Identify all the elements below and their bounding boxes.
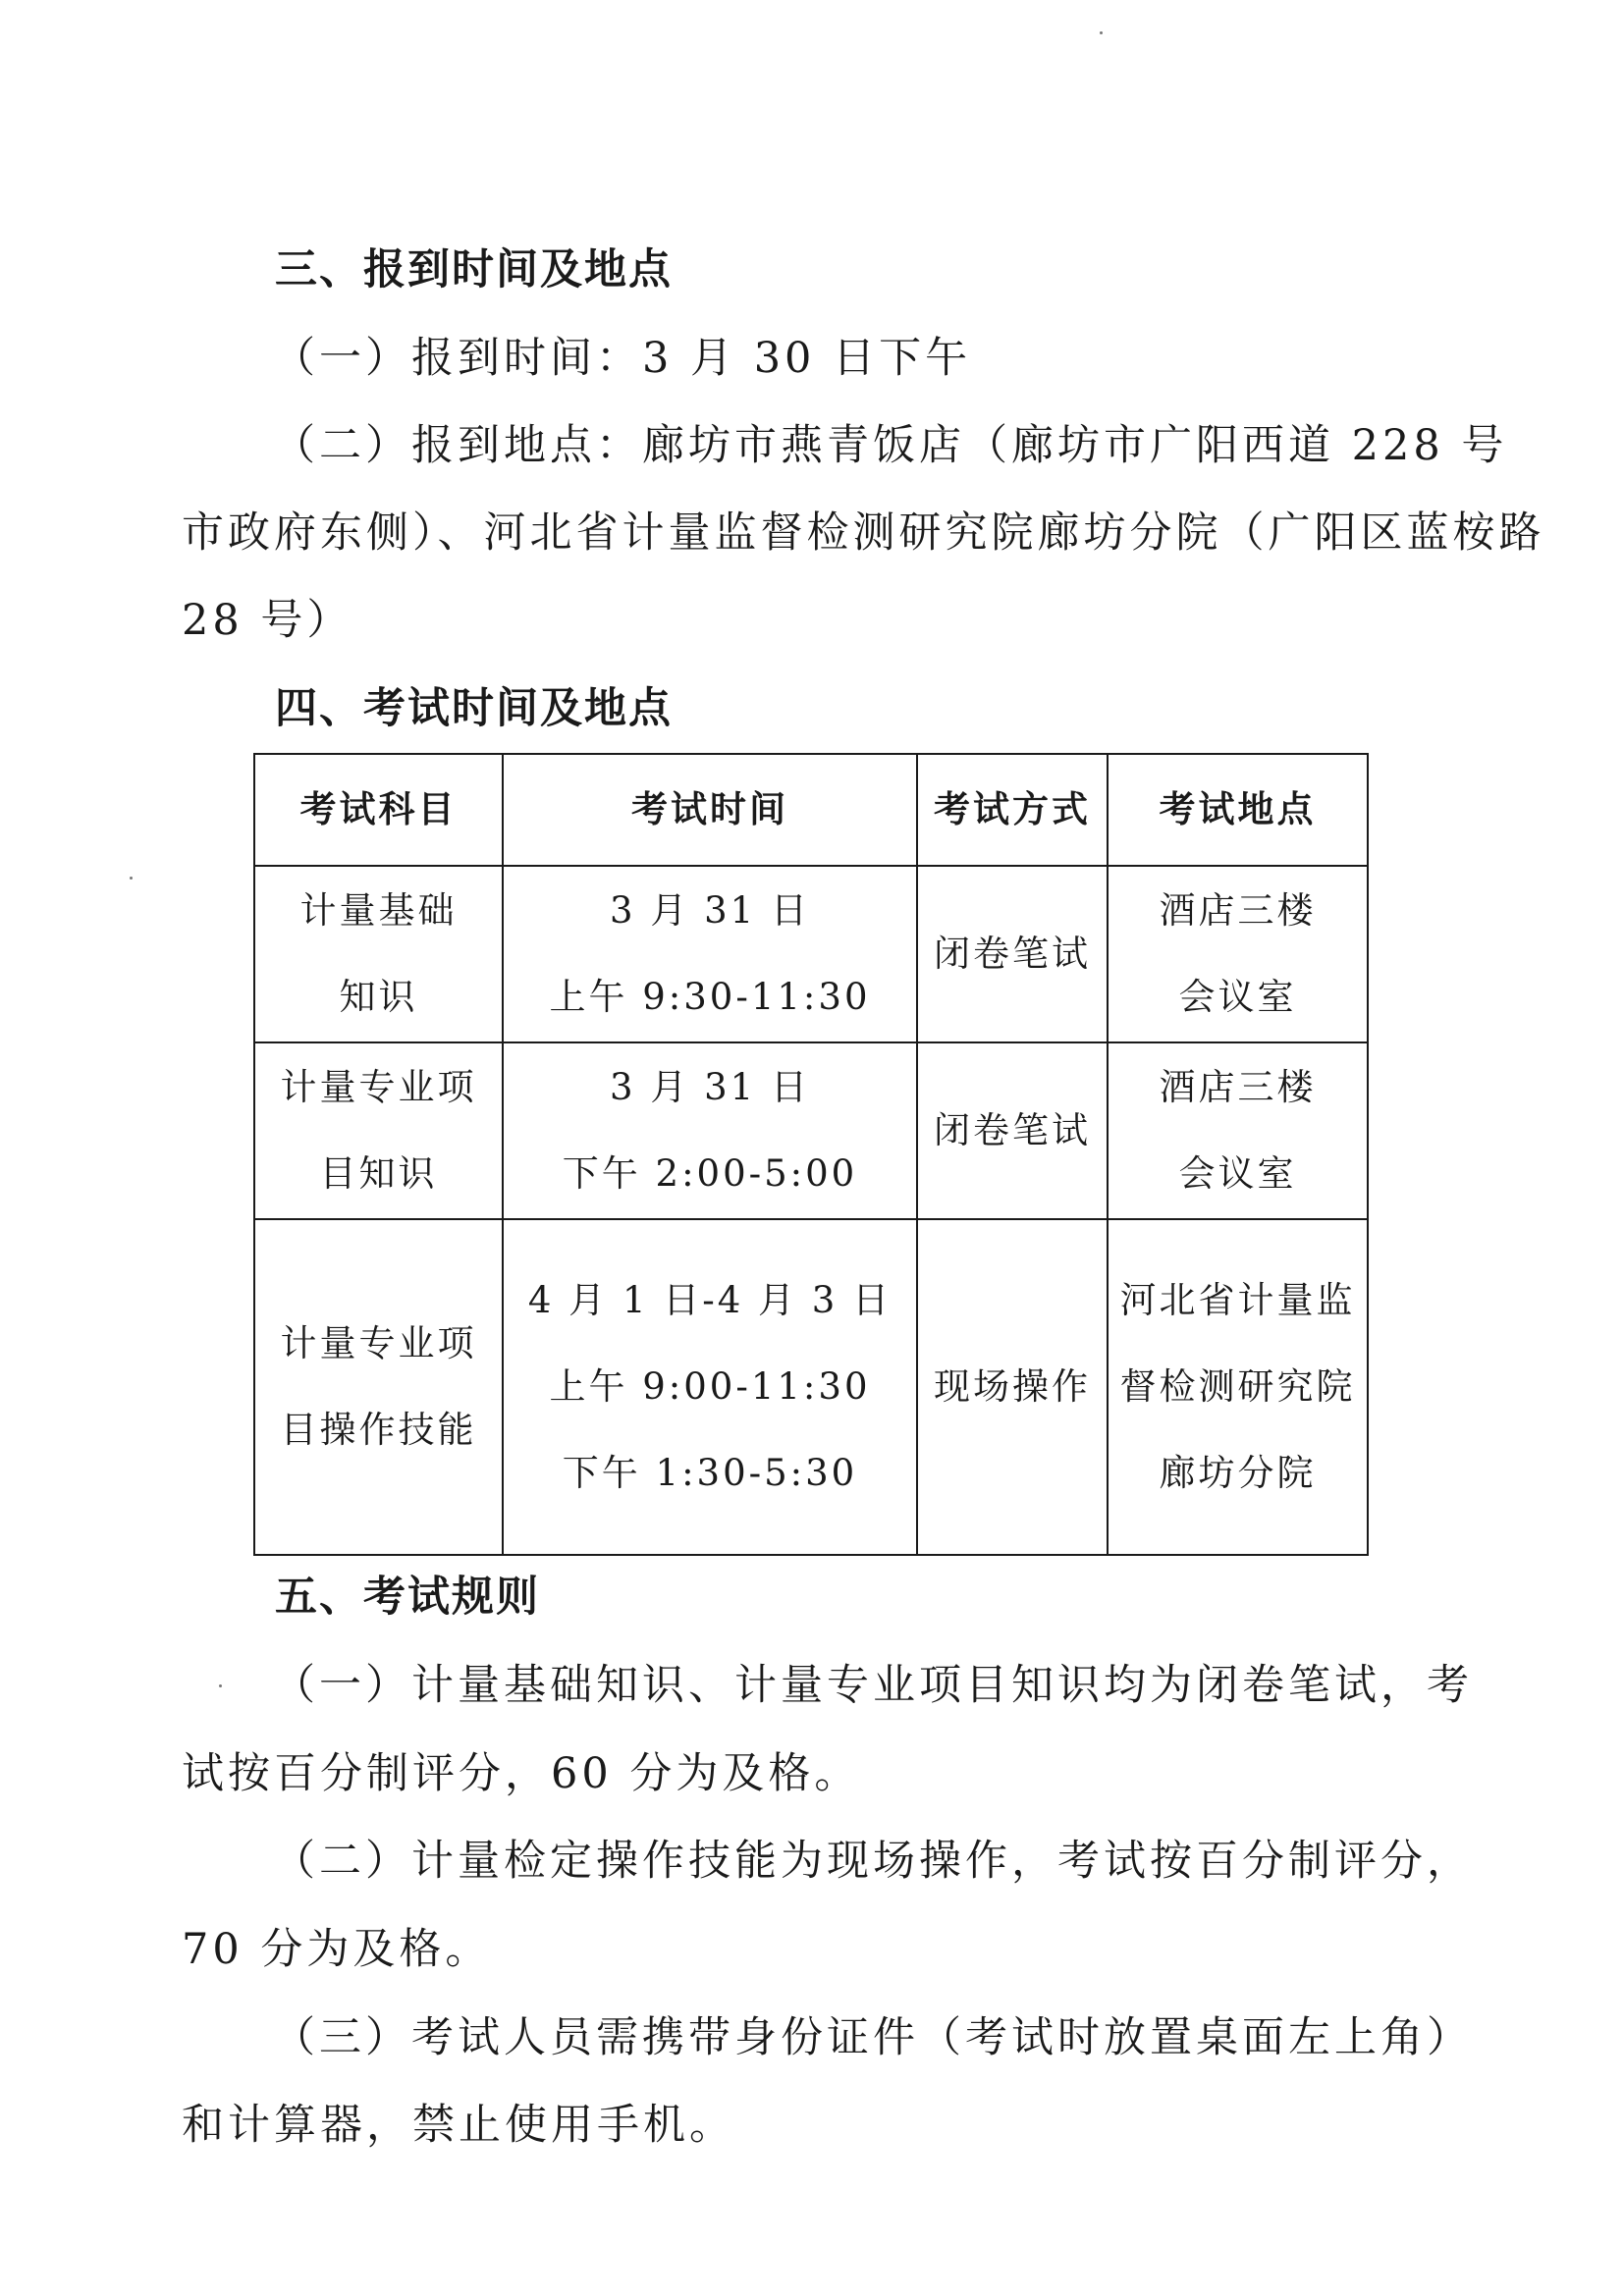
header-time: 考试时间 [503,754,917,866]
section-5-item-2-line-2: 70 分为及格。 [182,1925,492,1974]
cell-line: 计量专业项 [280,1322,477,1364]
cell-method: 闭卷笔试 [917,866,1108,1042]
cell-line: 河北省计量监 [1119,1279,1356,1321]
section-3-item-2-line-3: 28 号） [182,596,353,645]
cell-location [1108,866,1368,1042]
table-row [254,1042,1368,1219]
cell-line: 目知识 [319,1152,438,1195]
cell-line: 目操作技能 [280,1409,477,1451]
cell-line: 上午 9:30-11:30 [549,976,871,1018]
cell-line: 督检测研究院 [1119,1365,1356,1408]
header-method: 考试方式 [917,754,1108,866]
section-3-item-1: （一）报到时间：3 月 30 日下午 [273,334,972,383]
cell-location [1108,1042,1368,1219]
scan-speck [1100,31,1103,34]
cell-time [503,1042,917,1219]
cell-line: 计量专业项 [280,1066,477,1108]
cell-line: 计量基础 [299,889,458,932]
section-5-item-1-line-2: 试按百分制评分，60 分为及格。 [182,1749,861,1798]
cell-line: 会议室 [1178,1152,1297,1195]
section-5-item-3-line-1: （三）考试人员需携带身份证件（考试时放置桌面左上角） [273,2013,1473,2062]
cell-line: 上午 9:00-11:30 [549,1365,871,1408]
cell-method: 现场操作 [917,1219,1108,1555]
header-location: 考试地点 [1108,754,1368,866]
section-5-item-2-line-1: （二）计量检定操作技能为现场操作，考试按百分制评分， [273,1837,1473,1886]
scan-speck [130,877,133,880]
table-header-row [254,754,1368,866]
exam-schedule-table [253,753,1369,1556]
cell-line: 会议室 [1178,976,1297,1018]
cell-method: 闭卷笔试 [917,1042,1108,1219]
cell-time [503,1219,917,1555]
cell-line: 酒店三楼 [1159,889,1317,932]
cell-line: 下午 1:30-5:30 [562,1452,858,1494]
section-5-item-1-line-1: （一）计量基础知识、计量专业项目知识均为闭卷笔试，考 [273,1661,1473,1710]
section-3-heading: 三、报到时间及地点 [275,245,673,294]
header-subject: 考试科目 [254,754,503,866]
section-3-item-2-line-2: 市政府东侧）、河北省计量监督检测研究院廊坊分院（广阳区蓝桉路 [182,508,1545,558]
cell-location [1108,1219,1368,1555]
cell-subject [254,1042,503,1219]
section-5-heading: 五、考试规则 [275,1573,540,1622]
cell-line: 下午 2:00-5:00 [562,1152,858,1195]
table-row [254,1219,1368,1555]
cell-line: 3 月 31 日 [610,1066,810,1108]
section-5-item-3-line-2: 和计算器，禁止使用手机。 [182,2101,735,2150]
cell-line: 3 月 31 日 [610,889,810,932]
cell-time [503,866,917,1042]
table-row [254,866,1368,1042]
section-3-item-2-line-1: （二）报到地点：廊坊市燕青饭店（廊坊市广阳西道 228 号 [273,421,1508,470]
cell-subject [254,866,503,1042]
cell-line: 知识 [339,976,418,1018]
scan-speck [219,1684,222,1687]
cell-line: 廊坊分院 [1159,1452,1317,1494]
cell-subject [254,1219,503,1555]
cell-line: 酒店三楼 [1159,1066,1317,1108]
section-4-heading: 四、考试时间及地点 [275,684,673,733]
cell-line: 4 月 1 日-4 月 3 日 [527,1279,893,1321]
